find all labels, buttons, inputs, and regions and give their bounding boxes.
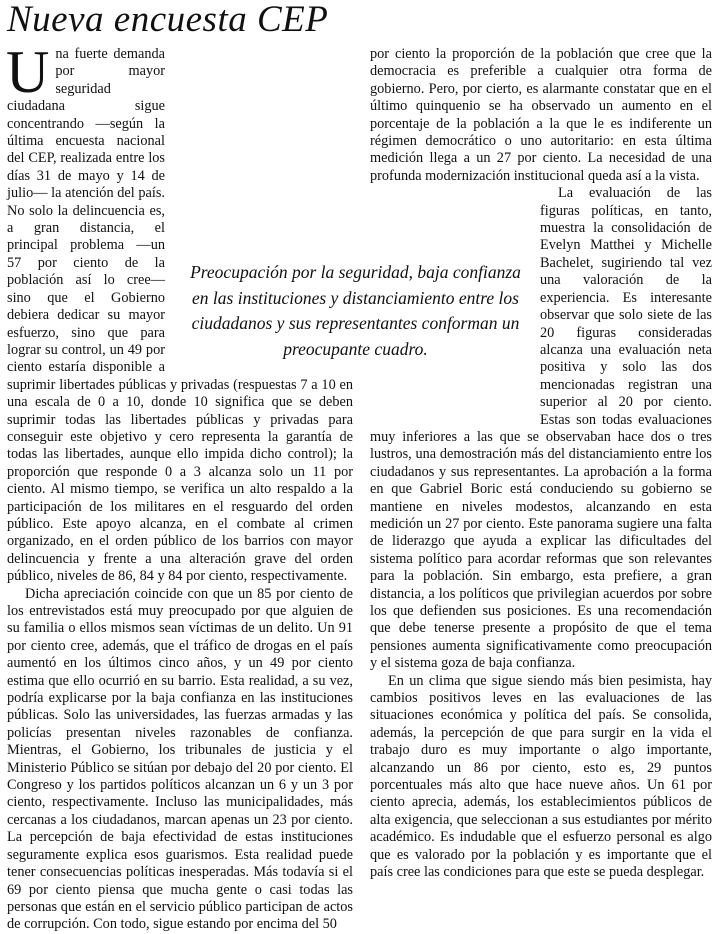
drop-cap: U — [6, 39, 50, 105]
left-column — [6, 39, 353, 934]
paragraph-1-text: na fuerte demanda por mayor seguridad ciudadana sigue concentrando —según la última encuesta nacional del CEP, realizada entre los días 31 de mayo y 14 de julio— la atención del país. No solo la delincuencia es, a gran distancia, el principal problema —un 57 por ciento de la población así lo cree— sino que el Gobierno debiera dedicar su mayor esfuerzo, sino que para lograr su control, un 49 por ciento estaría disponible a suprimir libertades públicas y privadas (respuestas 7 a 10 en una escala de 0 a 10, donde 10 significa que se deben suprimir todas las libertades públicas y privadas para conseguir este objetivo y cero representa la garantía de todas las libertades, aunque ello impida dicho control); la proporción que responde 0 a 3 alcanza solo un 11 por ciento. Al mismo tiempo, se verifica un alto respaldo a la participación de los militares en el resguardo del orden público. Este apoyo alcanza, en el combate al crimen organizado, en el orden público de los barrios con mayor delincuencia y frente a una alteración grave del orden público, niveles de 86, 84 y 84 por ciento, respectivamente. — [7, 46, 353, 585]
pull-quote: Preocupación por la seguridad, baja confianza en las instituciones y distanciamiento entre los ciudadanos y sus representantes conforman un preocupante cuadro. — [183, 258, 528, 375]
right-column — [370, 46, 712, 882]
paragraph-3: por ciento la proporción de la población que cree que la democracia es preferible a cualquier otra forma de gobierno. Pero, por cierto, es alarmante constatar que en el último quinquenio se ha observado un aumento en el porcentaje de la población a la que le es indiferente un régimen democrático o uno autoritario: en esta última medición llega a un 27 por ciento. La necesidad de una profunda modernización institucional queda así a la vista. — [370, 46, 712, 184]
paragraph-2: Dicha apreciación coincide con que un 85 por ciento de los entrevistados está muy preocupado por que alguien de su familia o ellos mismos sean víctimas de un delito. Un 91 por ciento cree, además, que el tráfico de drogas en el país aumentó en los últimos cinco años, y un 49 por ciento estima que ello ocurrió en su barrio. Esta realidad, a su vez, podría explicarse por la baja confianza en las instituciones públicas. Solo las universidades, las fuerzas armadas y las policías presentan niveles razonables de confianza. Mientras, el Gobierno, los tribunales de justicia y el Ministerio Público se sitúan por debajo del 20 por ciento. El Congreso y los partidos políticos alcanzan un 6 y un 3 por ciento, respectivamente. Incluso las municipalidades, más cercanas a los ciudadanos, marcan apenas un 23 por ciento. La percepción de baja efectividad de estas instituciones seguramente explica esos guarismos. Esta realidad puede tener consecuencias políticas inesperadas. Más todavía si el 69 por ciento piensa que mucha gente o casi todas las personas que están en el servicio público participan de actos de corrupción. Con todo, sigue estando por encima del 50 — [7, 585, 353, 933]
article-title: Nueva encuesta CEP — [7, 0, 329, 40]
paragraph-4-text: La evaluación de las figuras políticas, en tanto, muestra la consolidación de Evelyn Matthei y Michelle Bachelet, sugiriendo tal vez una valoración de la experiencia. Es interesante observar que solo siete de las 20 figuras consideradas alcanza una evaluación neta positiva y solo las dos mencionadas registran una superior al 20 por ciento. Estas son todas evaluaciones muy inferiores a las que se observaban hace dos o tres lustros, una demostración más del distanciamiento entre los ciudadanos y sus representantes. La aprobación a la forma en que Gabriel Boric está conduciendo su gobierno se mantiene en niveles modestos, alcanzando en esta medición un 27 por ciento. Este panorama sugiere una falta de liderazgo que ayuda a explicar las dificultades del sistema político para acordar reformas que son relevantes para la población. Sin embargo, esta prefiere, a gran distancia, a los políticos que privilegian acuerdos por sobre los que defienden sus posiciones. Es una recomendación que debe tenerse presente a propósito de que el tema pensiones aumenta significativamente como preocupación y el sistema goza de baja confianza. — [370, 185, 712, 672]
paragraph-5: En un clima que sigue siendo más bien pesimista, hay cambios positivos leves en las evaluaciones de las situaciones económica y política del país. Se consolida, además, la percepción de que para surgir en la vida el trabajo duro es muy importante o algo importante, alcanzando un 86 por ciento, esto es, 29 puntos porcentuales más alto que hace nueve años. Un 61 por ciento aprecia, además, los establecimientos públicos de alta exigencia, que seleccionan a sus estudiantes por mérito académico. Es indudable que el esfuerzo personal es algo que es valorado por la población y es importante que el país cree las condiciones para que este se pueda desplegar. — [370, 672, 712, 881]
